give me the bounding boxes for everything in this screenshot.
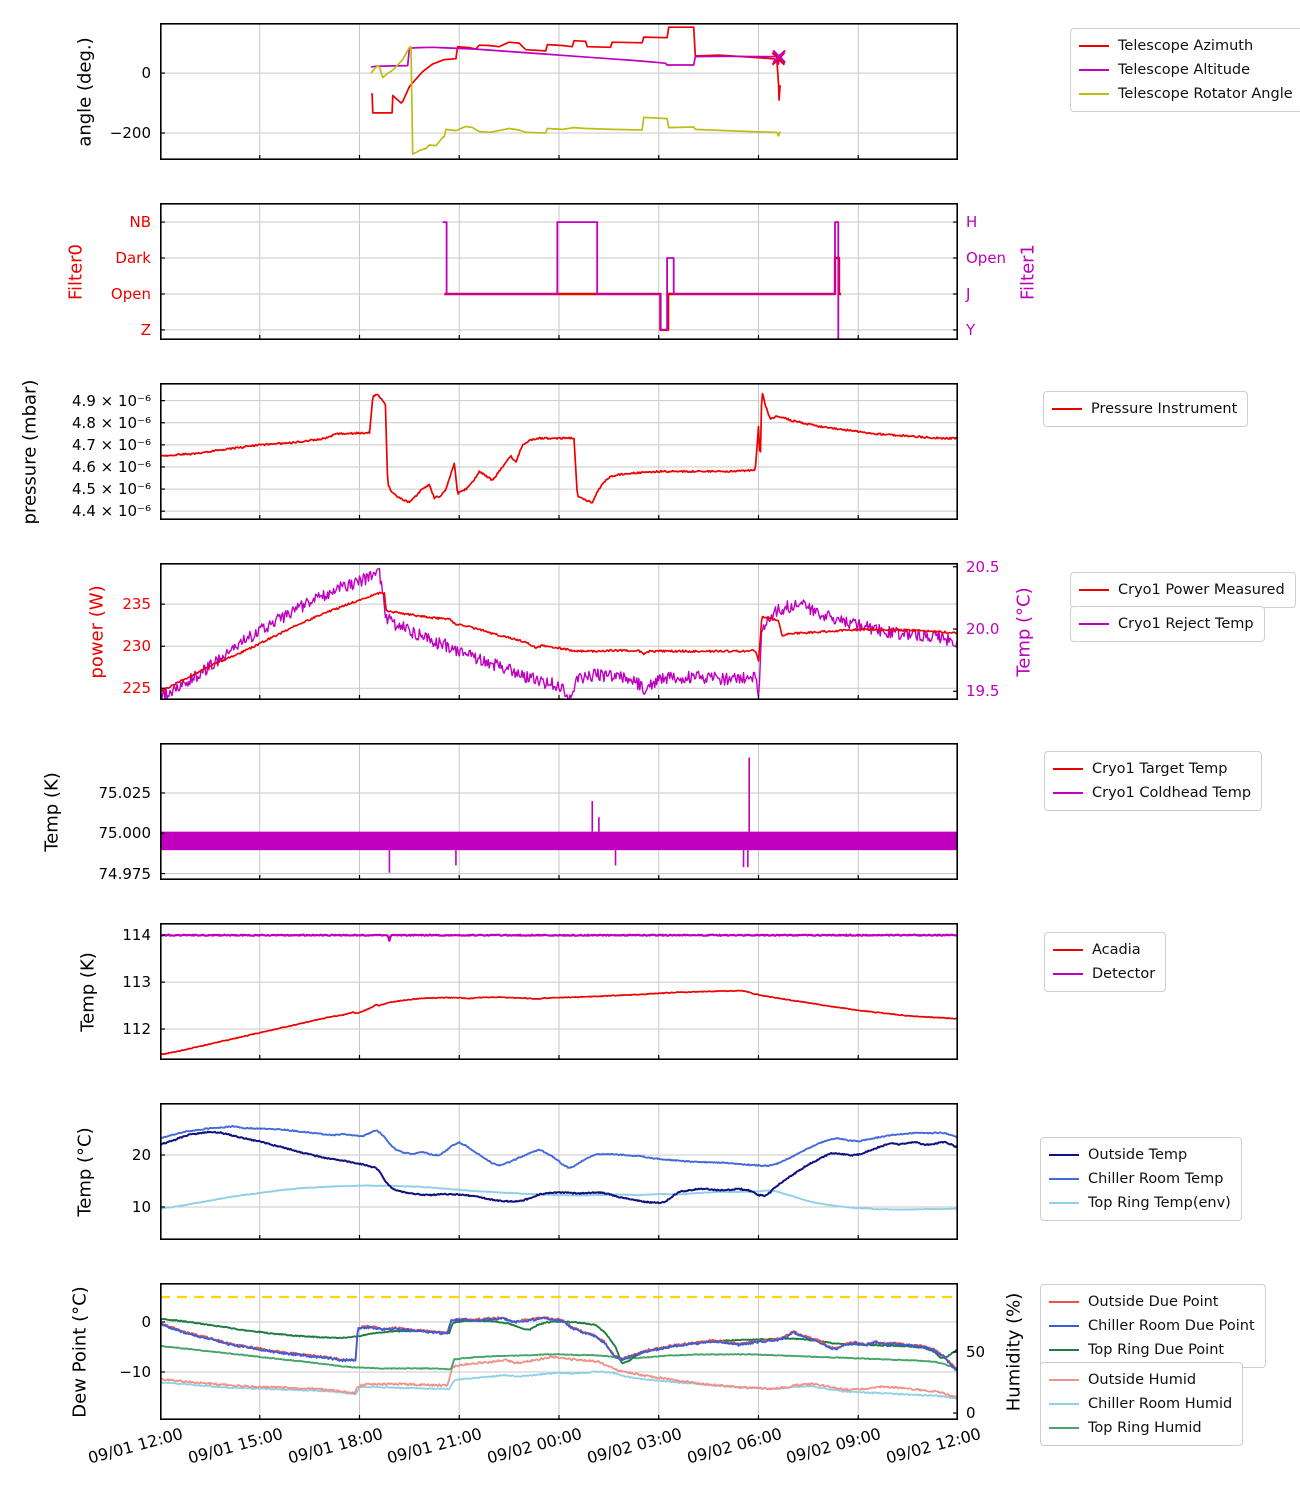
y-tick-label: 4.9 × 10⁻⁶	[72, 391, 151, 410]
panel-dew-humidity	[160, 1283, 958, 1420]
legend-label: Chiller Room Due Point	[1088, 1318, 1255, 1334]
chiller-room-humid-legend-line	[1049, 1403, 1079, 1405]
y-tick-label: 113	[122, 973, 151, 992]
legend-label: Top Ring Humid	[1088, 1420, 1202, 1436]
y-tick-label: 20	[131, 1145, 151, 1164]
y2-axis-label-cryo-power: Temp (°C)	[1013, 586, 1035, 677]
top-ring-humid-legend-line	[1049, 1427, 1079, 1429]
panel-filters-plot	[160, 203, 958, 340]
y-tick-label: −200	[109, 124, 151, 143]
x-tick-label: 09/02 12:00	[884, 1424, 983, 1468]
legend-cryo-coldhead	[1044, 751, 1262, 811]
legend-dew-humidity	[1040, 1362, 1243, 1446]
panel-angle-plot	[160, 23, 958, 160]
panel-cryo-power	[160, 563, 958, 700]
panel-ambient-temp-plot	[160, 1103, 958, 1240]
legend-label: Top Ring Due Point	[1088, 1342, 1225, 1358]
telescope-altitude-legend-line	[1079, 69, 1109, 71]
y-tick-label: 4.6 × 10⁻⁶	[72, 457, 151, 476]
y-tick-label: −10	[119, 1363, 151, 1381]
pressure-instrument-legend-line	[1052, 408, 1082, 410]
y2-tick-label: H	[966, 213, 978, 232]
y2-tick-label: 0	[966, 1404, 976, 1423]
legend-cryo-power	[1070, 606, 1265, 642]
legend-label: Telescope Rotator Angle	[1118, 86, 1293, 102]
y-axis-label-cryo-coldhead: Temp (K)	[41, 771, 63, 852]
detector-legend-line	[1053, 973, 1083, 975]
legend-label: Acadia	[1092, 942, 1141, 958]
panel-cryo-coldhead	[160, 743, 958, 880]
legend-label: Outside Due Point	[1088, 1294, 1219, 1310]
legend-item	[1079, 34, 1293, 58]
y-tick-label: 4.7 × 10⁻⁶	[72, 435, 151, 454]
y-axis-label-ambient-temp: Temp (°C)	[74, 1126, 96, 1217]
legend-item	[1049, 1338, 1255, 1362]
y-tick-label: 0	[141, 1313, 151, 1331]
panel-detector-temp	[160, 923, 958, 1060]
y-tick-label: 4.8 × 10⁻⁶	[72, 413, 151, 432]
panel-angle	[160, 23, 958, 160]
legend-dew-humidity	[1040, 1284, 1266, 1368]
y2-tick-label: Open	[966, 249, 1007, 268]
legend-item	[1053, 962, 1155, 986]
legend-detector-temp	[1044, 932, 1166, 992]
x-tick-label: 09/01 21:00	[385, 1424, 485, 1468]
y-tick-label: 75.025	[98, 783, 151, 802]
legend-item	[1079, 612, 1254, 636]
y2-tick-label: Y	[966, 320, 976, 339]
panel-filters	[160, 203, 958, 340]
y2-axis-label-filters: Filter1	[1017, 243, 1039, 300]
telescope-rotator-angle-legend-line	[1079, 93, 1109, 95]
legend-item	[1053, 938, 1155, 962]
legend-label: Detector	[1092, 966, 1156, 982]
chiller-room-due-point-legend-line	[1049, 1325, 1079, 1327]
outside-due-point-legend-line	[1049, 1301, 1079, 1303]
y-axis-label-detector-temp: Temp (K)	[77, 951, 99, 1032]
legend-cryo-power	[1070, 572, 1296, 608]
y-tick-label: 75.000	[98, 824, 151, 843]
chiller-room-temp-legend-line	[1049, 1178, 1079, 1180]
legend-label: Chiller Room Humid	[1088, 1396, 1233, 1412]
panel-pressure	[160, 383, 958, 520]
y-tick-label: NB	[129, 213, 151, 232]
y-tick-label: 74.975	[98, 864, 151, 883]
legend-item	[1079, 82, 1293, 106]
legend-item	[1052, 397, 1237, 421]
y-axis-label-filters: Filter0	[65, 243, 87, 300]
legend-label: Cryo1 Power Measured	[1118, 582, 1285, 598]
legend-label: Telescope Azimuth	[1118, 38, 1254, 54]
y-tick-label: 4.5 × 10⁻⁶	[72, 480, 151, 499]
legend-item	[1049, 1167, 1231, 1191]
legend-item	[1049, 1314, 1255, 1338]
x-tick-label: 09/01 15:00	[185, 1424, 285, 1468]
outside-humid-legend-line	[1049, 1379, 1079, 1381]
legend-label: Top Ring Temp(env)	[1088, 1195, 1231, 1211]
y2-tick-label: 19.5	[966, 682, 1000, 701]
x-tick-label: 09/01 18:00	[285, 1424, 385, 1468]
telescope-azimuth-legend-line	[1079, 45, 1109, 47]
cryo1-target-temp-legend-line	[1053, 768, 1083, 770]
filter1-line	[443, 222, 839, 339]
y-axis-label-pressure: pressure (mbar)	[19, 379, 41, 524]
telescope-azimuth-line	[371, 27, 780, 113]
legend-item	[1049, 1191, 1231, 1215]
acadia-legend-line	[1053, 949, 1083, 951]
y2-tick-label: 50	[966, 1342, 986, 1361]
y-tick-label: 114	[122, 926, 151, 945]
y-tick-label: 10	[131, 1197, 151, 1216]
legend-item	[1049, 1290, 1255, 1314]
legend-pressure	[1043, 391, 1248, 427]
cryo1-reject-temp-legend-line	[1079, 623, 1109, 625]
panel-cryo-coldhead-plot	[160, 743, 958, 880]
legend-label: Cryo1 Coldhead Temp	[1092, 785, 1252, 801]
y-axis-label-dew-humidity: Dew Point (°C)	[69, 1285, 91, 1418]
legend-item	[1079, 578, 1285, 602]
y2-tick-label: 20.5	[966, 557, 1000, 576]
cryo1-power-measured-legend-line	[1079, 589, 1109, 591]
y-tick-label: Z	[140, 320, 151, 339]
y-tick-label: 0	[141, 64, 151, 83]
y2-axis-label-dew-humidity: Humidity (%)	[1003, 1292, 1025, 1411]
x-tick-label: 09/02 00:00	[485, 1424, 584, 1468]
legend-item	[1049, 1416, 1232, 1440]
cryo1-coldhead-temp-legend-line	[1053, 792, 1083, 794]
x-tick-label: 09/02 06:00	[684, 1424, 784, 1468]
legend-label: Chiller Room Temp	[1088, 1171, 1224, 1187]
y-tick-label: 235	[122, 595, 151, 614]
legend-label: Outside Humid	[1088, 1372, 1197, 1388]
y-axis-label-cryo-power: power (W)	[86, 584, 108, 679]
legend-item	[1053, 781, 1251, 805]
y-tick-label: 225	[122, 679, 151, 698]
y-tick-label: 230	[122, 637, 151, 656]
x-tick-label: 09/01 12:00	[86, 1424, 185, 1468]
legend-label: Outside Temp	[1088, 1147, 1188, 1163]
y-tick-label: 112	[122, 1020, 151, 1039]
y-axis-label-angle: angle (deg.)	[74, 36, 96, 147]
panel-pressure-plot	[160, 383, 958, 520]
legend-label: Pressure Instrument	[1091, 401, 1238, 417]
legend-ambient-temp	[1040, 1137, 1242, 1221]
legend-item	[1053, 757, 1251, 781]
panel-dew-humidity-plot	[160, 1283, 958, 1420]
legend-label: Cryo1 Target Temp	[1092, 761, 1228, 777]
y2-tick-label: J	[966, 284, 971, 303]
legend-angle	[1070, 28, 1300, 112]
legend-item	[1079, 58, 1293, 82]
y-tick-label: Dark	[115, 249, 151, 268]
y-tick-label: Open	[110, 284, 151, 303]
x-tick-label: 09/02 09:00	[784, 1424, 884, 1468]
x-tick-label: 09/02 03:00	[584, 1424, 684, 1468]
top-ring-temp-env-legend-line	[1049, 1202, 1079, 1204]
legend-label: Cryo1 Reject Temp	[1118, 616, 1254, 632]
panel-ambient-temp	[160, 1103, 958, 1240]
legend-item	[1049, 1392, 1232, 1416]
panel-detector-temp-plot	[160, 923, 958, 1060]
y2-tick-label: 20.0	[966, 620, 1000, 638]
legend-label: Telescope Altitude	[1118, 62, 1251, 78]
legend-item	[1049, 1143, 1231, 1167]
cryo1-coldhead-temp-line-band	[160, 832, 958, 851]
outside-temp-legend-line	[1049, 1154, 1079, 1156]
telescope-rotator-angle-line	[371, 47, 780, 154]
top-ring-due-point-legend-line	[1049, 1349, 1079, 1351]
legend-item	[1049, 1368, 1232, 1392]
panel-cryo-power-plot	[160, 563, 958, 700]
y-tick-label: 4.4 × 10⁻⁶	[72, 502, 151, 521]
